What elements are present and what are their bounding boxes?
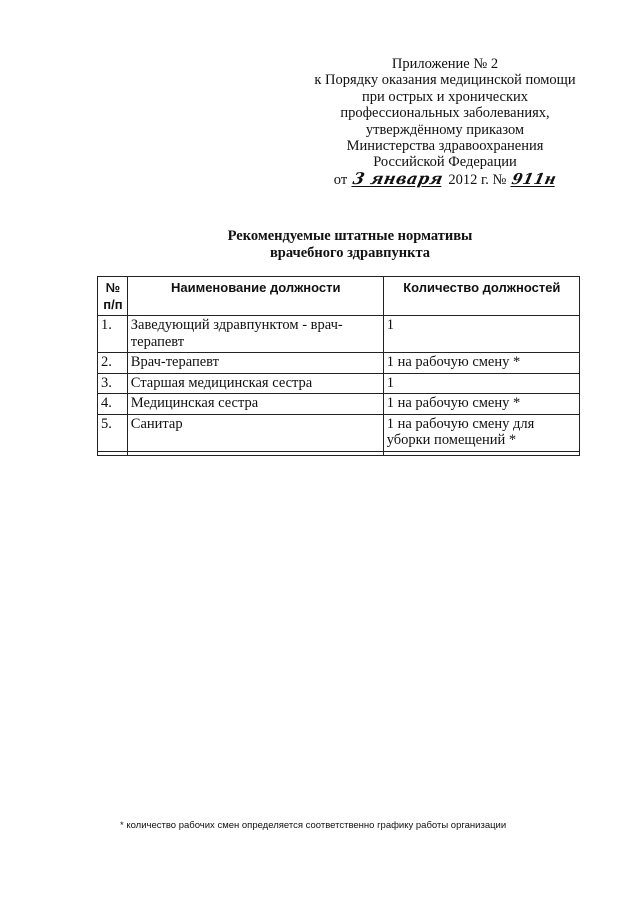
- row-count: 1 на рабочую смену для уборки помещений *: [383, 414, 579, 451]
- row-num: 3.: [98, 373, 128, 394]
- table-header-row: [98, 277, 580, 316]
- row-position: Старшая медицинская сестра: [127, 373, 383, 394]
- table-row: [98, 394, 580, 415]
- header-num: № п/п: [98, 277, 128, 316]
- row-position: Заведующий здравпунктом - врач-терапевт: [127, 316, 383, 353]
- row-num: 5.: [98, 414, 128, 451]
- appendix-block: [290, 56, 600, 188]
- header-name: Наименование должности: [127, 277, 383, 316]
- table-row: [98, 373, 580, 394]
- row-count: 1: [383, 316, 579, 353]
- table-row: [98, 316, 580, 353]
- spacer-cell: [127, 451, 383, 455]
- table-row: [98, 414, 580, 451]
- spacer-cell: [383, 451, 579, 455]
- handwritten-date: 3 января: [350, 168, 445, 188]
- row-num: 1.: [98, 316, 128, 353]
- table-row: [98, 353, 580, 374]
- appendix-line: Приложение № 2: [391, 56, 499, 72]
- table-spacer-row: [98, 451, 580, 455]
- row-position: Врач-терапевт: [127, 353, 383, 374]
- row-count: 1 на рабочую смену *: [383, 394, 579, 415]
- appendix-line: профессиональных заболеваниях,: [340, 105, 550, 122]
- appendix-line: утверждённому приказом: [365, 121, 525, 138]
- staff-norms-table: [97, 276, 580, 456]
- handwritten-order-number: 911н: [510, 169, 559, 188]
- appendix-line: Российской Федерации: [373, 154, 517, 171]
- title-line-2: врачебного здравпункта: [269, 245, 431, 261]
- appendix-line: при острых и хронических: [361, 88, 529, 105]
- row-position: Санитар: [127, 414, 383, 451]
- order-date-line: [290, 168, 600, 188]
- date-suffix: 2012 г. №: [448, 171, 507, 188]
- row-count: 1 на рабочую смену *: [383, 353, 579, 374]
- row-num: 4.: [98, 394, 128, 415]
- row-num: 2.: [98, 353, 128, 374]
- spacer-cell: [98, 451, 128, 455]
- appendix-line: к Порядку оказания медицинской помощи: [314, 72, 576, 89]
- date-prefix: от: [333, 171, 348, 188]
- row-position: Медицинская сестра: [127, 394, 383, 415]
- title-line-1: Рекомендуемые штатные нормативы: [227, 228, 473, 244]
- row-count: 1: [383, 373, 579, 394]
- footnote: * количество рабочих смен определяется соответственно графику работы организации: [120, 820, 507, 831]
- header-count: Количество должностей: [383, 277, 579, 316]
- appendix-line: Министерства здравоохранения: [346, 138, 544, 155]
- document-title: [150, 228, 550, 262]
